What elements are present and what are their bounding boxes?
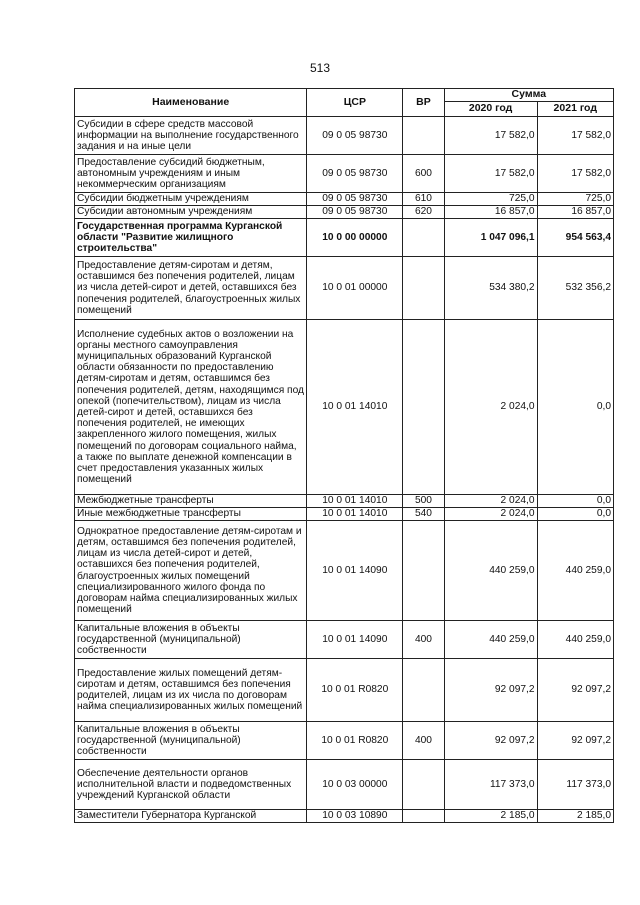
row-csr-cell: 10 0 03 00000	[307, 760, 403, 810]
row-2020-cell: 16 857,0	[444, 206, 537, 219]
row-csr-cell: 10 0 01 00000	[307, 257, 403, 320]
row-name-cell: Предоставление жилых помещений детям-сиротам и детям, оставшимся без попечения родителей, лицам из их числа по договорам найма специализированных жилых помещений	[75, 659, 307, 722]
table-row	[75, 117, 614, 155]
table-row	[75, 495, 614, 508]
row-2021-cell: 725,0	[537, 193, 613, 206]
row-csr-cell: 10 0 01 14090	[307, 621, 403, 659]
row-csr-cell: 09 0 05 98730	[307, 117, 403, 155]
table-body	[75, 117, 614, 823]
row-vr-cell	[403, 810, 444, 823]
header-name: Наименование	[75, 89, 307, 117]
header-vr: ВР	[403, 89, 444, 117]
row-csr-cell: 10 0 03 10890	[307, 810, 403, 823]
row-2021-cell: 954 563,4	[537, 219, 613, 257]
row-vr-cell	[403, 659, 444, 722]
row-csr-cell: 10 0 00 00000	[307, 219, 403, 257]
table-row	[75, 155, 614, 193]
row-csr-cell: 09 0 05 98730	[307, 206, 403, 219]
row-name-cell: Капитальные вложения в объекты государственной (муниципальной) собственности	[75, 722, 307, 760]
row-csr-cell: 10 0 01 14010	[307, 320, 403, 495]
row-vr-cell	[403, 117, 444, 155]
row-2020-cell: 1 047 096,1	[444, 219, 537, 257]
table-row	[75, 760, 614, 810]
row-2020-cell: 534 380,2	[444, 257, 537, 320]
budget-table	[74, 88, 614, 823]
table-row	[75, 659, 614, 722]
row-2020-cell: 2 024,0	[444, 495, 537, 508]
row-name-cell: Обеспечение деятельности органов исполнительной власти и подведомственных учреждений Курганской области	[75, 760, 307, 810]
page-number: 513	[309, 61, 331, 75]
row-vr-cell: 620	[403, 206, 444, 219]
row-2020-cell: 440 259,0	[444, 521, 537, 621]
row-csr-cell: 10 0 01 R0820	[307, 722, 403, 760]
row-csr-cell: 09 0 05 98730	[307, 193, 403, 206]
row-name-cell: Субсидии бюджетным учреждениям	[75, 193, 307, 206]
row-2021-cell: 440 259,0	[537, 521, 613, 621]
row-vr-cell: 540	[403, 508, 444, 521]
row-csr-cell: 09 0 05 98730	[307, 155, 403, 193]
row-name-cell: Межбюджетные трансферты	[75, 495, 307, 508]
row-vr-cell	[403, 257, 444, 320]
row-2021-cell: 0,0	[537, 495, 613, 508]
row-2020-cell: 117 373,0	[444, 760, 537, 810]
row-2021-cell: 17 582,0	[537, 155, 613, 193]
row-2021-cell: 17 582,0	[537, 117, 613, 155]
table-row	[75, 621, 614, 659]
row-vr-cell: 600	[403, 155, 444, 193]
row-vr-cell: 400	[403, 621, 444, 659]
row-name-cell: Капитальные вложения в объекты государственной (муниципальной) собственности	[75, 621, 307, 659]
row-2020-cell: 2 024,0	[444, 508, 537, 521]
row-csr-cell: 10 0 01 14010	[307, 508, 403, 521]
row-csr-cell: 10 0 01 14090	[307, 521, 403, 621]
row-name-cell: Предоставление детям-сиротам и детям, оставшимся без попечения родителей, лицам из числа детей-сирот и детей, оставшихся без попечения родителей, благоустроенных жилых помещений	[75, 257, 307, 320]
row-vr-cell	[403, 760, 444, 810]
row-name-cell: Предоставление субсидий бюджетным, автономным учреждениям и иным некоммерческим организациям	[75, 155, 307, 193]
row-2021-cell: 92 097,2	[537, 659, 613, 722]
row-vr-cell: 400	[403, 722, 444, 760]
table-row	[75, 206, 614, 219]
row-name-cell: Субсидии автономным учреждениям	[75, 206, 307, 219]
table-row	[75, 508, 614, 521]
row-vr-cell	[403, 219, 444, 257]
row-csr-cell: 10 0 01 14010	[307, 495, 403, 508]
row-2021-cell: 92 097,2	[537, 722, 613, 760]
row-2021-cell: 16 857,0	[537, 206, 613, 219]
row-2020-cell: 725,0	[444, 193, 537, 206]
table-row	[75, 521, 614, 621]
header-year-2021: 2021 год	[537, 102, 613, 117]
row-2021-cell: 440 259,0	[537, 621, 613, 659]
header-sum: Сумма	[444, 89, 613, 102]
row-name-cell: Однократное предоставление детям-сиротам и детям, оставшимся без попечения родителей, лицам из числа детей-сирот и детей, оставшихся без попечения родителей, благоустроенных жилых помещений специализированного жилого фонда по договорам найма специализированных жилых помещений	[75, 521, 307, 621]
row-2021-cell: 0,0	[537, 320, 613, 495]
row-2021-cell: 532 356,2	[537, 257, 613, 320]
row-2020-cell: 17 582,0	[444, 117, 537, 155]
row-vr-cell	[403, 320, 444, 495]
header-year-2020: 2020 год	[444, 102, 537, 117]
row-name-cell: Заместители Губернатора Курганской	[75, 810, 307, 823]
row-2020-cell: 92 097,2	[444, 722, 537, 760]
table-row	[75, 722, 614, 760]
row-2020-cell: 440 259,0	[444, 621, 537, 659]
row-name-cell: Исполнение судебных актов о возложении на органы местного самоуправления муниципальных образований Курганской области обязанности по предоставлению детям-сиротам и детям, оставшимся без попечения родителей, детям, находящимся под опекой (попечительством), лицам из числа детей-сирот и детей, оставшихся без попечения родителей, не имеющих закрепленного жилого помещения, жилых помещений по договорам социального найма, а также по выплате денежной компенсации в счет предоставления указанных жилых помещений	[75, 320, 307, 495]
row-2021-cell: 0,0	[537, 508, 613, 521]
row-name-cell: Государственная программа Курганской области "Развитие жилищного строительства"	[75, 219, 307, 257]
row-name-cell: Субсидии в сфере средств массовой информации на выполнение государственного задания и на иные цели	[75, 117, 307, 155]
table-row	[75, 257, 614, 320]
table-header	[75, 89, 614, 117]
row-2020-cell: 92 097,2	[444, 659, 537, 722]
row-vr-cell	[403, 521, 444, 621]
table-row	[75, 219, 614, 257]
table-row	[75, 810, 614, 823]
row-2020-cell: 17 582,0	[444, 155, 537, 193]
row-2020-cell: 2 185,0	[444, 810, 537, 823]
row-2020-cell: 2 024,0	[444, 320, 537, 495]
row-2021-cell: 2 185,0	[537, 810, 613, 823]
header-csr: ЦСР	[307, 89, 403, 117]
row-name-cell: Иные межбюджетные трансферты	[75, 508, 307, 521]
row-csr-cell: 10 0 01 R0820	[307, 659, 403, 722]
row-2021-cell: 117 373,0	[537, 760, 613, 810]
table-row	[75, 193, 614, 206]
table-row	[75, 320, 614, 495]
row-vr-cell: 610	[403, 193, 444, 206]
row-vr-cell: 500	[403, 495, 444, 508]
